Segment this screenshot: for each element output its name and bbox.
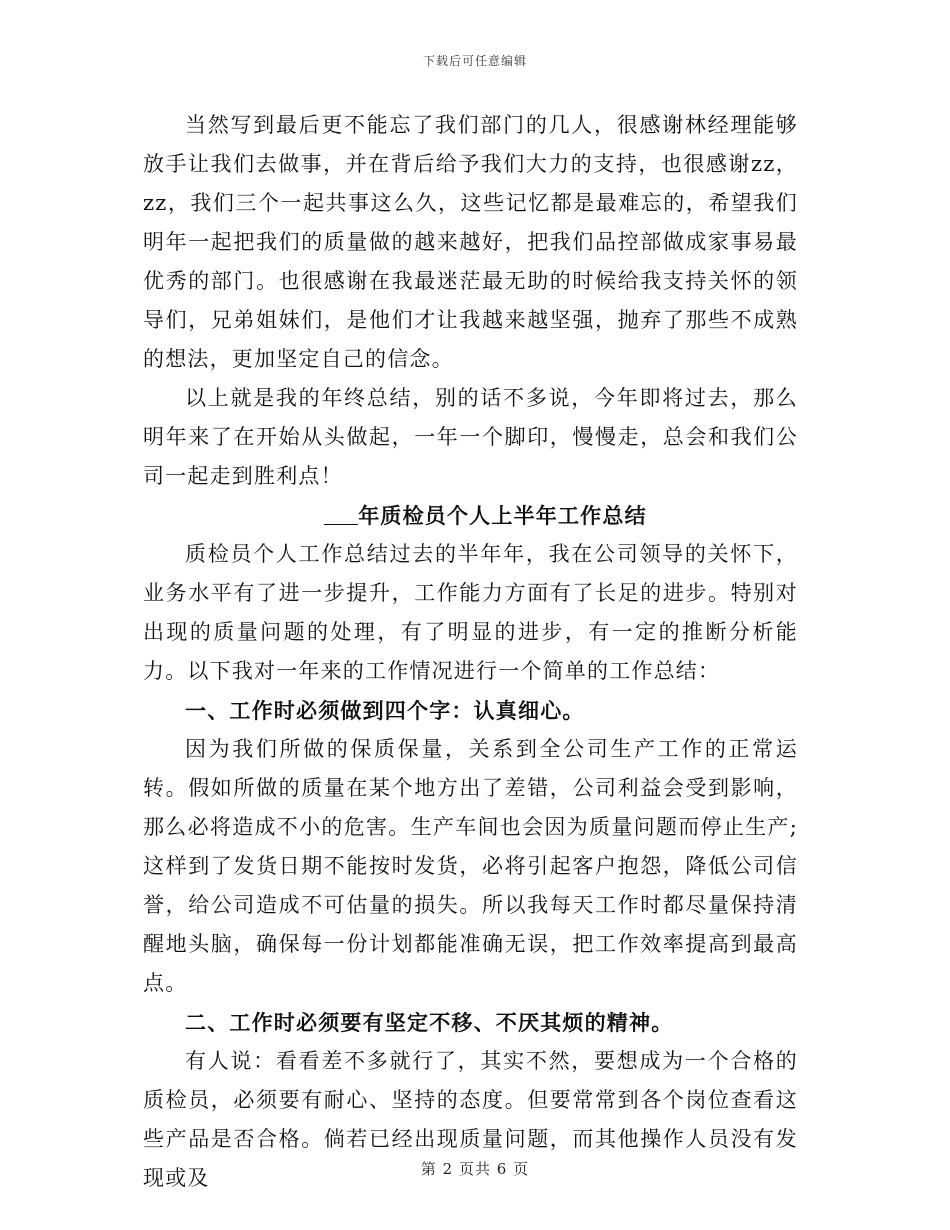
page-footer: 第 2 页共 6 页 bbox=[420, 1160, 530, 1178]
section-title bbox=[143, 496, 798, 535]
document-body bbox=[143, 106, 798, 1198]
paragraph-thanks: 当然写到最后更不能忘了我们部门的几人，很感谢林经理能够放手让我们去做事，并在背后给予我们大力的支持，也很感谢zz，zz，我们三个一起共事这么久，这些记忆都是最难忘的，希望我们明年一起把我们的质量做的越来越好，把我们品控部做成家事易最优秀的部门。也很感谢在我最迷茫最无助的时候给我支持关怀的领导们，兄弟姐妹们，是他们才让我越来越坚强，抛弃了那些不成熟的想法，更加坚定自己的信念。 bbox=[143, 113, 798, 371]
paragraph-intro: 质检员个人工作总结过去的半年年，我在公司领导的关怀下，业务水平有了进一步提升，工作能力方面有了长足的进步。特别对出现的质量问题的处理，有了明显的进步，有一定的推断分析能力。以下我对一年来的工作情况进行一个简单的工作总结： bbox=[143, 542, 798, 683]
page-header: 下载后可任意编辑 bbox=[422, 54, 527, 68]
paragraph-conclusion: 以上就是我的年终总结，别的话不多说，今年即将过去，那么明年来了在开始从头做起，一年一个脚印，慢慢走，总会和我们公司一起走到胜利点！ bbox=[143, 386, 798, 488]
heading-one: 一、工作时必须做到四个字：认真细心。 bbox=[185, 698, 585, 723]
heading-two: 二、工作时必须要有坚定不移、不厌其烦的精神。 bbox=[185, 1010, 674, 1035]
paragraph-careful: 因为我们所做的保质保量，关系到全公司生产工作的正常运转。假如所做的质量在某个地方出了差错，公司利益会受到影响，那么必将造成不小的危害。生产车间也会因为质量问题而停止生产;这样到了发货日期不能按时发货，必将引起客户抱怨，降低公司信誉，给公司造成不可估量的损失。所以我每天工作时都尽量保持清醒地头脑，确保每一份计划都能准确无误，把工作效率提高到最高点。 bbox=[143, 737, 798, 995]
paragraph-persistence: 有人说：看看差不多就行了，其实不然，要想成为一个合格的质检员，必须要有耐心、坚持的态度。但要常常到各个岗位查看这些产品是否合格。倘若已经出现质量问题，而其他操作人员没有发现或及 bbox=[143, 1049, 798, 1190]
title-blank-underline bbox=[324, 504, 358, 525]
section-title-text: 年质检员个人上半年工作总结 bbox=[358, 503, 647, 528]
